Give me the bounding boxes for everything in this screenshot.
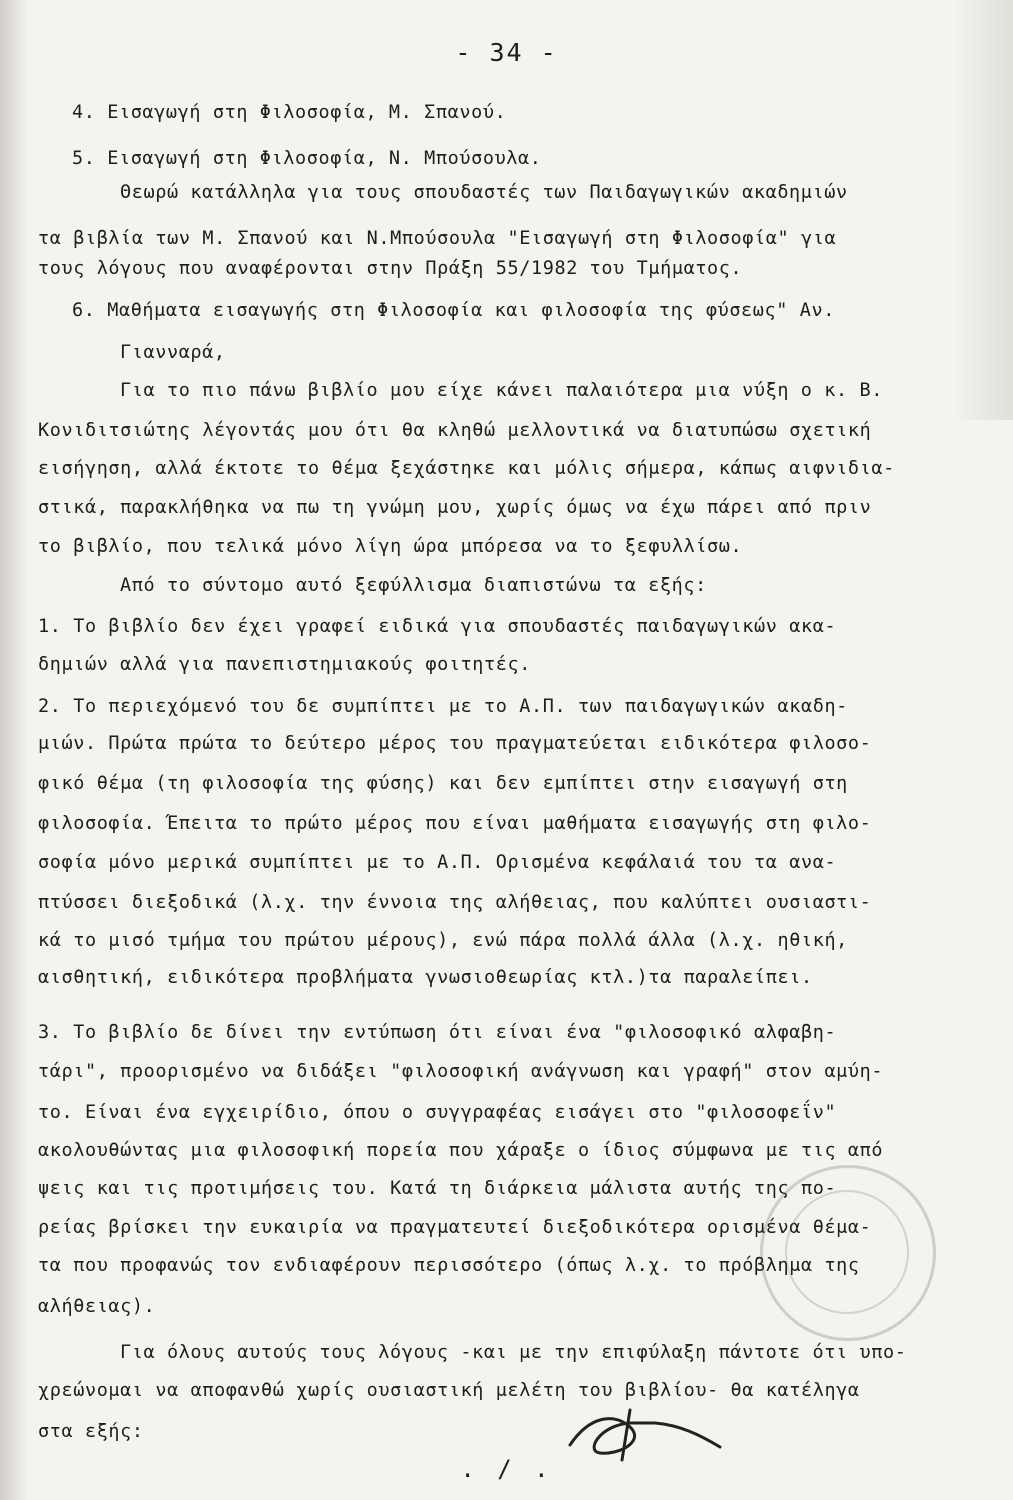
text-line: τους λόγους που αναφέρονται στην Πράξη 55/1982 του Τμήματος. bbox=[38, 258, 743, 279]
text-line: το. Είναι ένα εγχειρίδιο, όπου ο συγγραφέας εισάγει στο "φιλοσοφεΐν" bbox=[38, 1102, 837, 1123]
text-line: αλήθειας). bbox=[38, 1296, 156, 1317]
list-item-6: 6. Μαθήματα εισαγωγής στη Φιλοσοφία και φιλοσοφία της φύσεως" Αν. bbox=[72, 300, 835, 321]
list-item-4: 4. Εισαγωγή στη Φιλοσοφία, Μ. Σπανού. bbox=[72, 102, 507, 123]
text-line: αισθητική, ειδικότερα προβλήματα γνωσιοθεωρίας κτλ.)τα παραλείπει. bbox=[38, 967, 813, 988]
text-line: στικά, παρακλήθηκα να πω τη γνώμη μου, χωρίς όμως να έχω πάρει από πριν bbox=[38, 497, 872, 518]
text-line: σοφία μόνο μερικά συμπίπτει με το Α.Π. Ορισμένα κεφάλαιά του τα ανα- bbox=[38, 852, 837, 873]
text-line: δημιών αλλά για πανεπιστημιακούς φοιτητές. bbox=[38, 654, 531, 675]
text-line: στα εξής: bbox=[38, 1421, 144, 1442]
text-line: μιών. Πρώτα πρώτα το δεύτερο μέρος του πραγματεύεται ειδικότερα φιλοσο- bbox=[38, 733, 872, 754]
text-line: Για όλους αυτούς τους λόγους -και με την επιφύλαξη πάντοτε ότι υπο- bbox=[120, 1342, 907, 1363]
text-line: Για το πιο πάνω βιβλίο μου είχε κάνει παλαιότερα μια νύξη ο κ. Β. bbox=[120, 380, 883, 401]
text-line: χρεώνομαι να αποφανθώ χωρίς ουσιαστική μελέτη του βιβλίου- θα κατέληγα bbox=[38, 1380, 860, 1401]
text-line: Θεωρώ κατάλληλα για τους σπουδαστές των Παιδαγωγικών ακαδημιών bbox=[120, 182, 848, 203]
page-number: - 34 - bbox=[455, 38, 558, 67]
text-line: ψεις και τις προτιμήσεις του. Κατά τη διάρκεια μάλιστα αυτής της πο- bbox=[38, 1178, 837, 1199]
text-line: τάρι", προορισμένο να διδάξει "φιλοσοφική ανάγνωση και γραφή" στον αμύη- bbox=[38, 1061, 884, 1082]
text-line: τα βιβλία των Μ. Σπανού και Ν.Μπούσουλα "Εισαγωγή στη Φιλοσοφία" για bbox=[38, 228, 837, 249]
text-line: Γιανναρά, bbox=[120, 342, 226, 363]
text-line: ακολουθώντας μια φιλοσοφική πορεία που χάραξε ο ίδιος σύμφωνα με τις από bbox=[38, 1140, 884, 1161]
continuation-mark: . / . bbox=[460, 1455, 553, 1483]
text-line: τα που προφανώς τον ενδιαφέρουν περισσότερο (όπως λ.χ. το πρόβλημα της bbox=[38, 1255, 860, 1276]
numbered-point-3: 3. Το βιβλίο δε δίνει την εντύπωση ότι είναι ένα "φιλοσοφικό αλφαβη- bbox=[38, 1022, 837, 1043]
scan-left-edge-shadow bbox=[0, 0, 28, 1500]
official-stamp bbox=[760, 1165, 936, 1341]
text-line: φικό θέμα (τη φιλοσοφία της φύσης) και δεν εμπίπτει στην εισαγωγή στη bbox=[38, 773, 848, 794]
text-line: εισήγηση, αλλά έκτοτε το θέμα ξεχάστηκε και μόλις σήμερα, κάπως αιφνιδια- bbox=[38, 458, 895, 479]
text-line: ρείας βρίσκει την ευκαιρία να πραγματευτεί διεξοδικότερα ορισμένα θέμα- bbox=[38, 1217, 872, 1238]
list-item-5: 5. Εισαγωγή στη Φιλοσοφία, Ν. Μπούσουλα. bbox=[72, 148, 542, 169]
text-line: Κονιδιτσιώτης λέγοντάς μου ότι θα κληθώ μελλοντικά να διατυπώσω σχετική bbox=[38, 420, 872, 441]
text-line: Από το σύντομο αυτό ξεφύλλισμα διαπιστώνω τα εξής: bbox=[120, 575, 707, 596]
numbered-point-2: 2. Το περιεχόμενό του δε συμπίπτει με το Α.Π. των παιδαγωγικών ακαδη- bbox=[38, 696, 848, 717]
numbered-point-1: 1. Το βιβλίο δεν έχει γραφεί ειδικά για σπουδαστές παιδαγωγικών ακα- bbox=[38, 616, 837, 637]
text-line: κά το μισό τμήμα του πρώτου μέρους), ενώ πάρα πολλά άλλα (λ.χ. ηθική, bbox=[38, 930, 848, 951]
text-line: φιλοσοφία. Έπειτα το πρώτο μέρος που είναι μαθήματα εισαγωγής στη φιλο- bbox=[38, 813, 872, 834]
text-line: πτύσσει διεξοδικά (λ.χ. την έννοια της αλήθειας, που καλύπτει ουσιαστι- bbox=[38, 892, 872, 913]
text-line: το βιβλίο, που τελικά μόνο λίγη ώρα μπόρεσα να το ξεφυλλίσω. bbox=[38, 536, 743, 557]
